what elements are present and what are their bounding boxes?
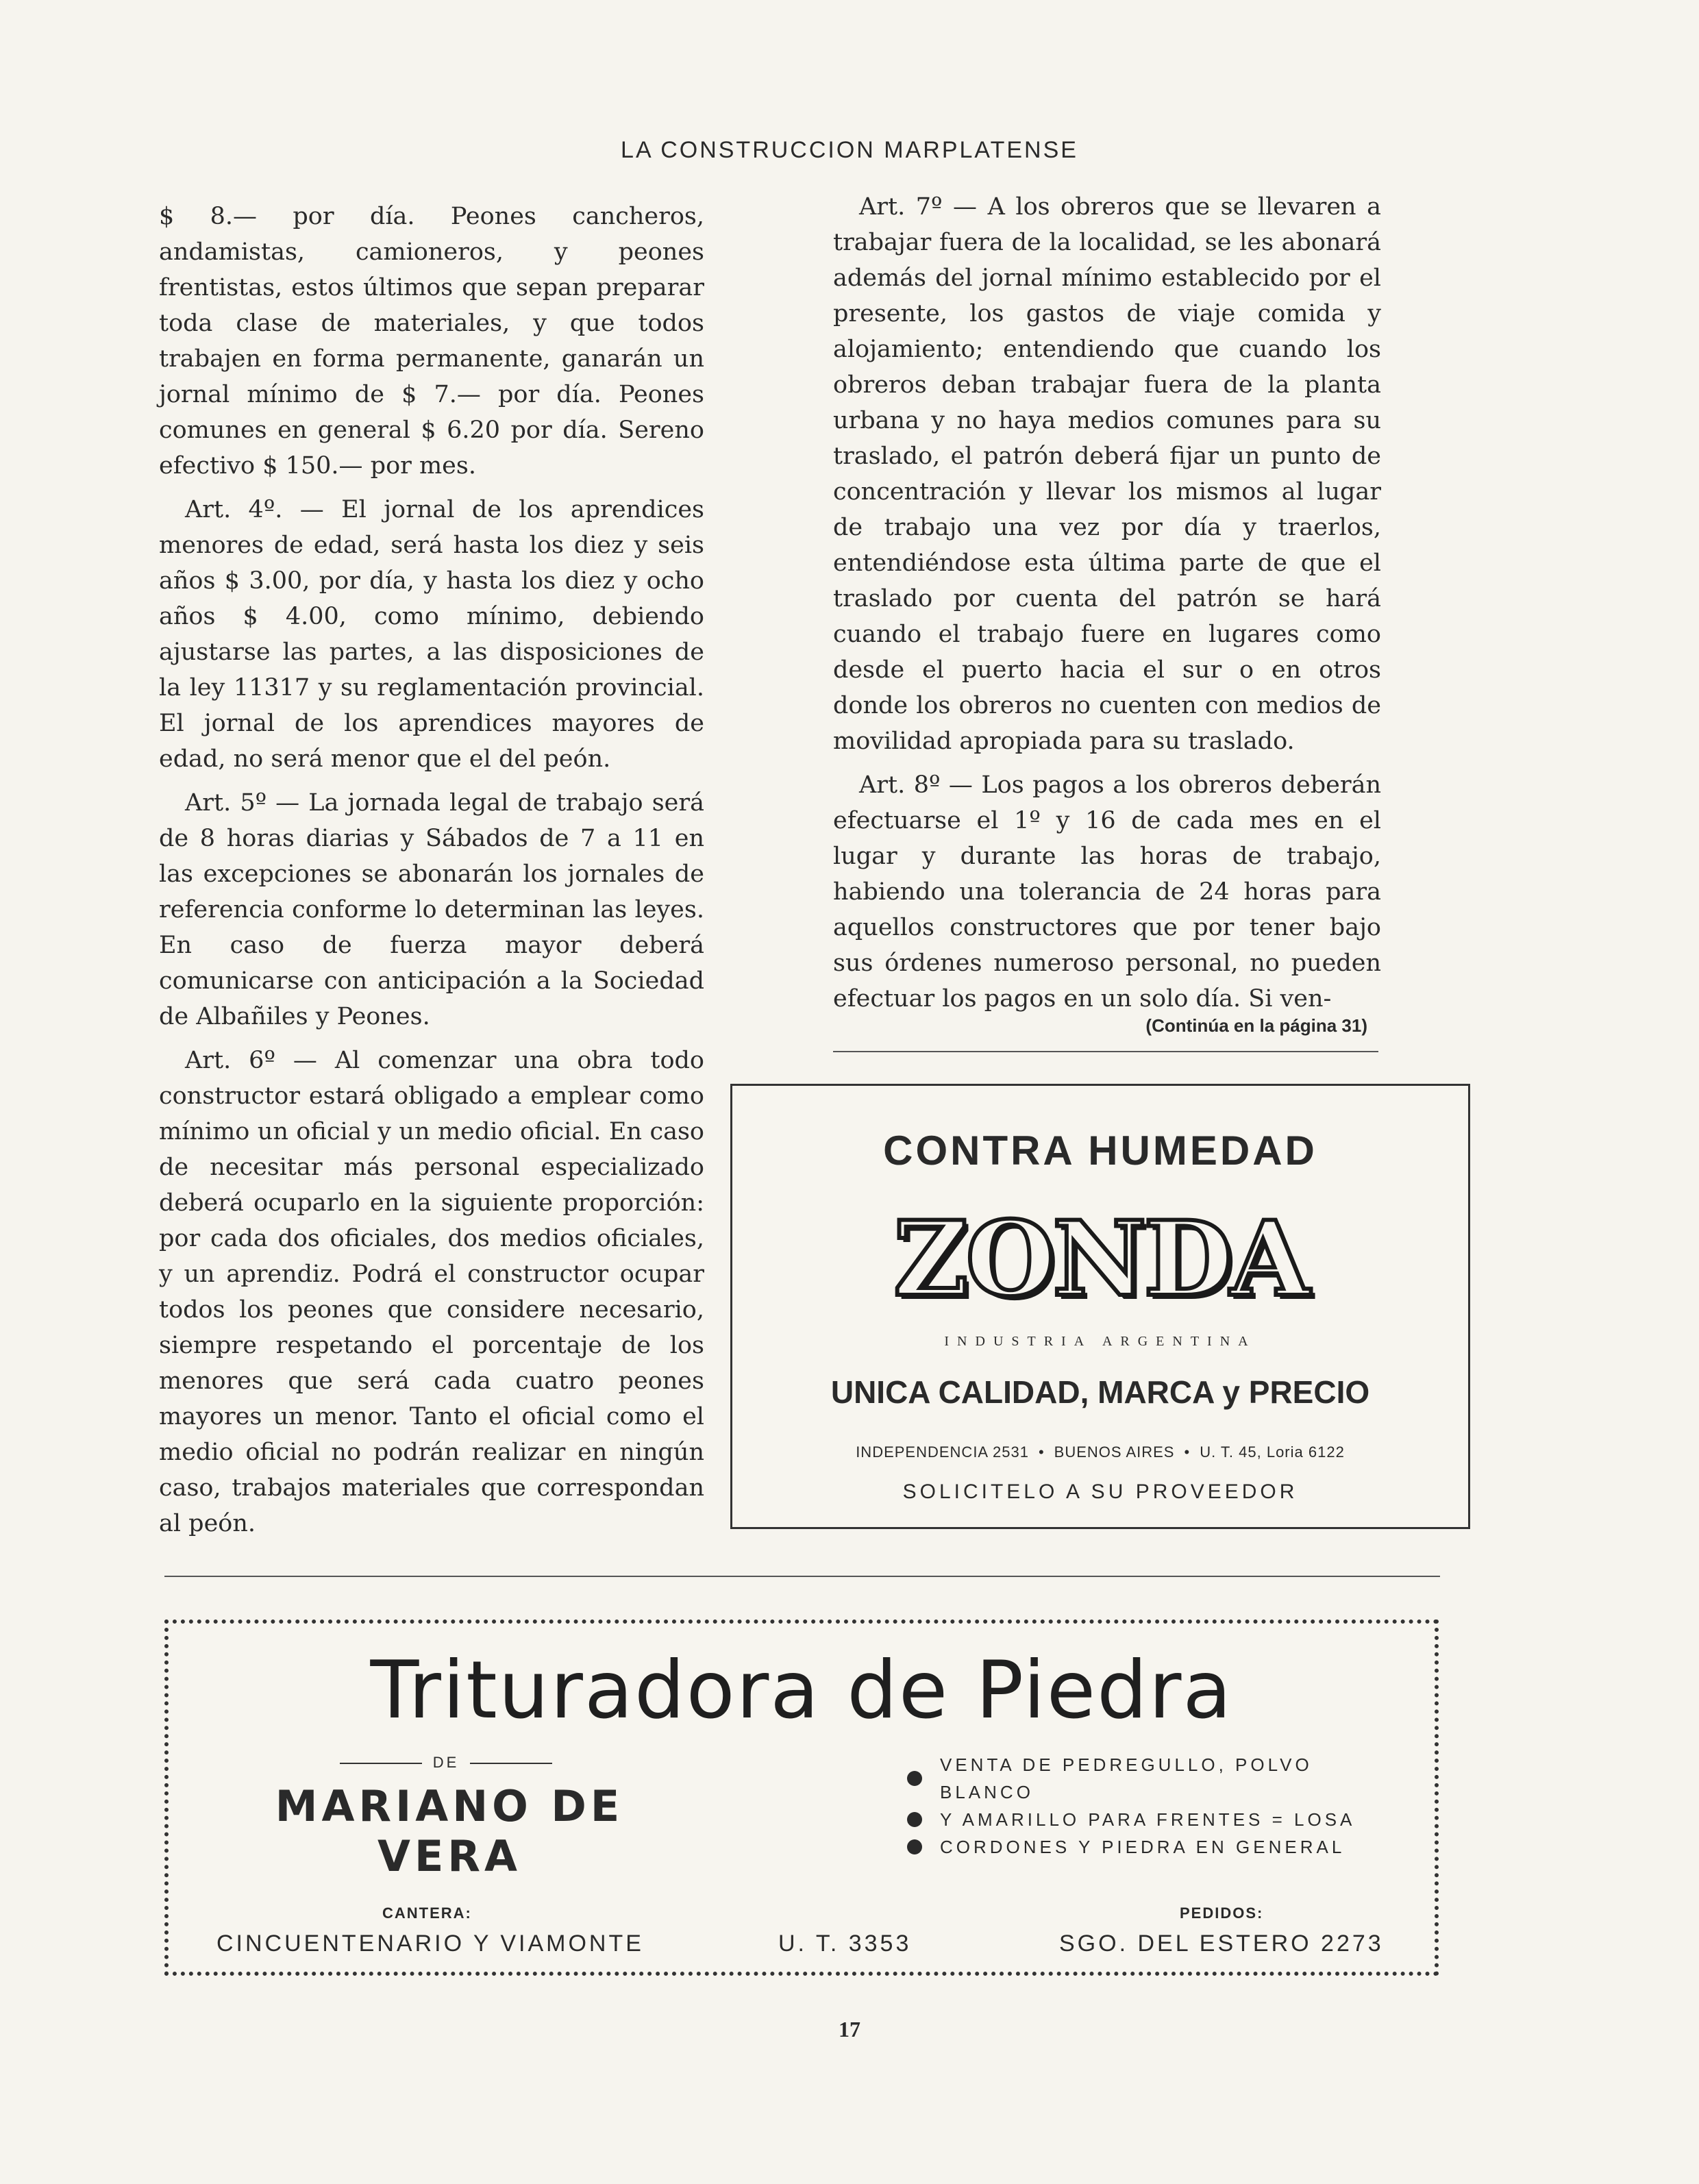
article-8: Art. 8º — Los pagos a los obreros deberán efectuarse el 1º y 16 de cada mes en el lugar y durante las horas de trabajo, habiendo una tolerancia de 24 horas para aquellos constructores que por tener bajo sus órdenes numeroso personal, no pueden efectuar los pagos en un solo día. Si ven- bbox=[833, 771, 1381, 1013]
right-column bbox=[833, 189, 1381, 1025]
page-header: LA CONSTRUCCION MARPLATENSE bbox=[621, 137, 1078, 163]
article-7: Art. 7º — A los obreros que se llevaren a trabajar fuera de la localidad, se les abonará además del jornal mínimo establecido por el presente, los gastos de viaje comida y alojamiento; entendiendo que cuando los obreros deban trabajar fuera de la planta urbana y no haya medios comunes para su traslado, el patrón deberá fijar un punto de concentración y llevar los mismos al lugar de trabajo una vez por día y traerlos, entendiéndose esta última parte de que el traslado por cuenta del patrón se hará cuando el trabajo fuere en lugares como desde el puerto hacia el sur o en otros donde los obreros no cuenten con medios de movilidad apropiada para su traslado. bbox=[833, 193, 1381, 755]
address-city: BUENOS AIRES bbox=[1054, 1443, 1175, 1461]
bullet-icon bbox=[907, 1812, 922, 1827]
article-4: Art. 4º. — El jornal de los aprendices menores de edad, será hasta los diez y seis años $ 3.00, por día, y hasta los diez y ocho años $ 4.00, como mínimo, debiendo ajustarse las partes, a las disposiciones de la ley 11317 y su reglamentación provincial. El jornal de los aprendices mayores de edad, no será menor que el del peón. bbox=[159, 496, 704, 773]
bullet-icon bbox=[907, 1839, 922, 1854]
feature-list bbox=[907, 1751, 1400, 1861]
continued-note: (Continúa en la página 31) bbox=[1145, 1015, 1367, 1036]
trituradora-advertisement bbox=[164, 1620, 1439, 1976]
list-item: Y AMARILLO PARA FRENTES = LOSA bbox=[907, 1806, 1400, 1833]
ad-owner: MARIANO DE VERA bbox=[275, 1781, 624, 1881]
section-divider bbox=[164, 1576, 1440, 1577]
left-column bbox=[159, 199, 704, 1550]
ad-title: Trituradora de Piedra bbox=[370, 1644, 1233, 1737]
ad-headline: CONTRA HUMEDAD bbox=[883, 1128, 1317, 1174]
pedidos-value: SGO. DEL ESTERO 2273 bbox=[1059, 1931, 1384, 1957]
ad-subtitle: INDUSTRIA ARGENTINA bbox=[944, 1334, 1256, 1349]
article-paragraph: $ 8.— por día. Peones cancheros, andamistas, camioneros, y peones frentistas, estos últimos que sepan preparar toda clase de materiales, y que todos trabajen en forma permanente, ganarán un jornal mínimo de $ 7.— por día. Peones comunes en general $ 6.20 por día. Sereno efectivo $ 150.— por mes. bbox=[159, 203, 704, 480]
address-street: INDEPENDENCIA 2531 bbox=[856, 1443, 1029, 1461]
article-5: Art. 5º — La jornada legal de trabajo será de 8 horas diarias y Sábados de 7 a 11 en las excepciones se abonarán los jornales de referencia conforme lo determinan las leyes. En caso de fuerza mayor deberá comunicarse con anticipación a la Sociedad de Albañiles y Peones. bbox=[159, 789, 704, 1030]
zonda-advertisement bbox=[730, 1084, 1470, 1529]
pedidos-label: PEDIDOS: bbox=[1180, 1904, 1264, 1922]
ad-de: DE bbox=[312, 1754, 580, 1772]
ad-address: INDEPENDENCIA 2531 • BUENOS AIRES • U. T. 45, Loria 6122 bbox=[856, 1443, 1345, 1461]
address-phone: U. T. 45, Loria 6122 bbox=[1200, 1443, 1345, 1461]
bullet-icon bbox=[907, 1771, 922, 1786]
article-6: Art. 6º — Al comenzar una obra todo constructor estará obligado a emplear como mínimo un oficial y un medio oficial. En caso de necesitar más personal especializado deberá ocuparlo en la siguiente proporción: por cada dos oficiales, dos medios oficiales, y un aprendiz. Podrá el constructor ocupar todos los peones que considere necesario, siempre respetando el porcentaje de los menores que será cada cuatro peones mayores un menor. Tanto el oficial como el medio oficial no podrán realizar en ningún caso, trabajos materiales que correspondan al peón. bbox=[159, 1047, 704, 1537]
cantera-value: CINCUENTENARIO Y VIAMONTE bbox=[216, 1931, 644, 1957]
page-number: 17 bbox=[839, 2017, 860, 2042]
list-item: CORDONES Y PIEDRA EN GENERAL bbox=[907, 1833, 1400, 1861]
ad-call-to-action: SOLICITELO A SU PROVEEDOR bbox=[902, 1480, 1298, 1503]
divider bbox=[833, 1051, 1378, 1052]
zonda-logo: ZONDA bbox=[893, 1199, 1307, 1319]
cantera-label: CANTERA: bbox=[382, 1904, 472, 1922]
phone-number: U. T. 3353 bbox=[778, 1931, 912, 1957]
ad-slogan: UNICA CALIDAD, MARCA y PRECIO bbox=[830, 1374, 1370, 1410]
list-item: VENTA DE PEDREGULLO, POLVO BLANCO bbox=[907, 1751, 1400, 1806]
